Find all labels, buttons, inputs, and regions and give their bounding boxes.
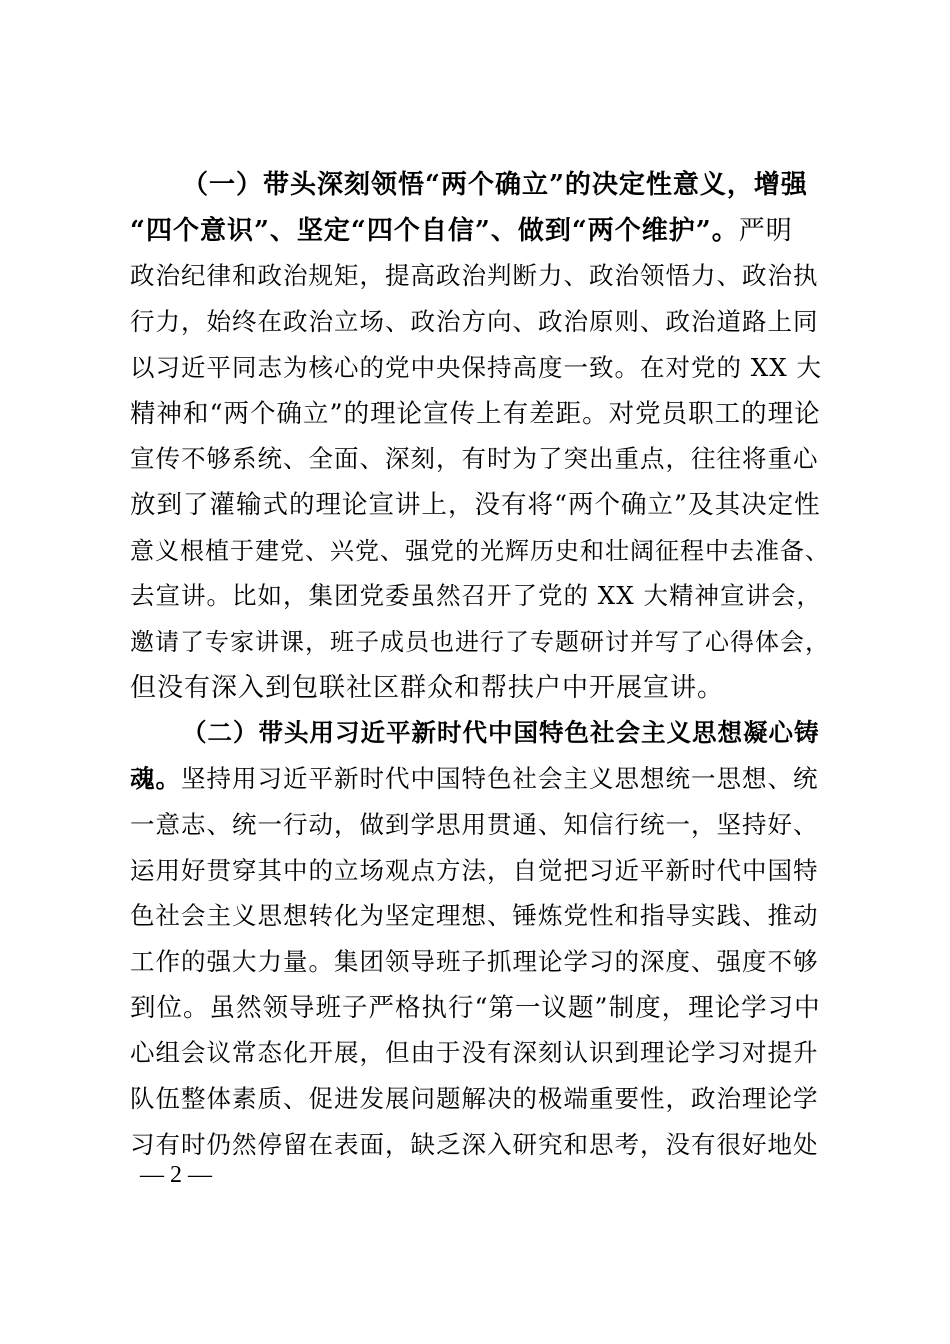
section-heading: （二）带头用习近平新时代中国特色社会主义思想凝心铸 bbox=[182, 718, 820, 747]
text-line: 去宣讲。比如，集团党委虽然召开了党的 XX 大精神宣讲会， bbox=[130, 581, 822, 610]
text-line: 色社会主义思想转化为坚定理想、锤炼党性和指导实践、推动 bbox=[130, 901, 819, 930]
text-line: 行力，始终在政治立场、政治方向、政治原则、政治道路上同 bbox=[130, 307, 819, 336]
text-line: 精神和“两个确立”的理论宣传上有差距。对党员职工的理论 bbox=[130, 399, 821, 429]
text-line: 一意志、统一行动，做到学思用贯通、知信行统一，坚持好、 bbox=[130, 810, 819, 839]
text-line: 意义根植于建党、兴党、强党的光辉历史和壮阔征程中去准备、 bbox=[130, 537, 830, 565]
text-line: 习有时仍然停留在表面，缺乏深入研究和思考，没有很好地处 bbox=[130, 1130, 819, 1159]
text-line: 邀请了专家讲课，班子成员也进行了专题研讨并写了心得体会， bbox=[130, 628, 830, 656]
text-line: 以习近平同志为核心的党中央保持高度一致。在对党的 XX 大 bbox=[130, 353, 822, 382]
text-line: 到位。虽然领导班子严格执行“第一议题”制度，理论学习中 bbox=[130, 993, 821, 1023]
text-line: “四个意识”、坚定“四个自信”、做到“两个维护”。严明 bbox=[130, 216, 793, 246]
section-heading: （一）带头深刻领悟“两个确立”的决定性意义，增强 bbox=[182, 170, 808, 200]
text-line: 政治纪律和政治规矩，提高政治判断力、政治领悟力、政治执 bbox=[130, 261, 819, 290]
text-line: 运用好贯穿其中的立场观点方法，自觉把习近平新时代中国特 bbox=[130, 856, 819, 885]
text-line bbox=[182, 715, 830, 751]
text-line bbox=[182, 167, 830, 203]
text-line: 放到了灌输式的理论宣讲上，没有将“两个确立”及其决定性 bbox=[130, 490, 821, 520]
text-line: 魂。坚持用习近平新时代中国特色社会主义思想统一思想、统 bbox=[130, 764, 819, 793]
section-heading: “四个意识”、坚定“四个自信”、做到“两个维护”。 bbox=[130, 216, 739, 246]
text-line: 但没有深入到包联社区群众和帮扶户中开展宣讲。 bbox=[130, 673, 725, 703]
text-line: 宣传不够系统、全面、深刻，有时为了突出重点，往往将重心 bbox=[130, 444, 819, 473]
section-heading: 魂。 bbox=[130, 764, 181, 793]
text-line: 心组会议常态化开展，但由于没有深刻认识到理论学习对提升 bbox=[130, 1038, 819, 1067]
text-line: 工作的强大力量。集团领导班子抓理论学习的深度、强度不够 bbox=[130, 947, 819, 976]
page-number: — 2 — bbox=[140, 1162, 212, 1188]
text-line: 队伍整体素质、促进发展问题解决的极端重要性，政治理论学 bbox=[130, 1084, 819, 1113]
